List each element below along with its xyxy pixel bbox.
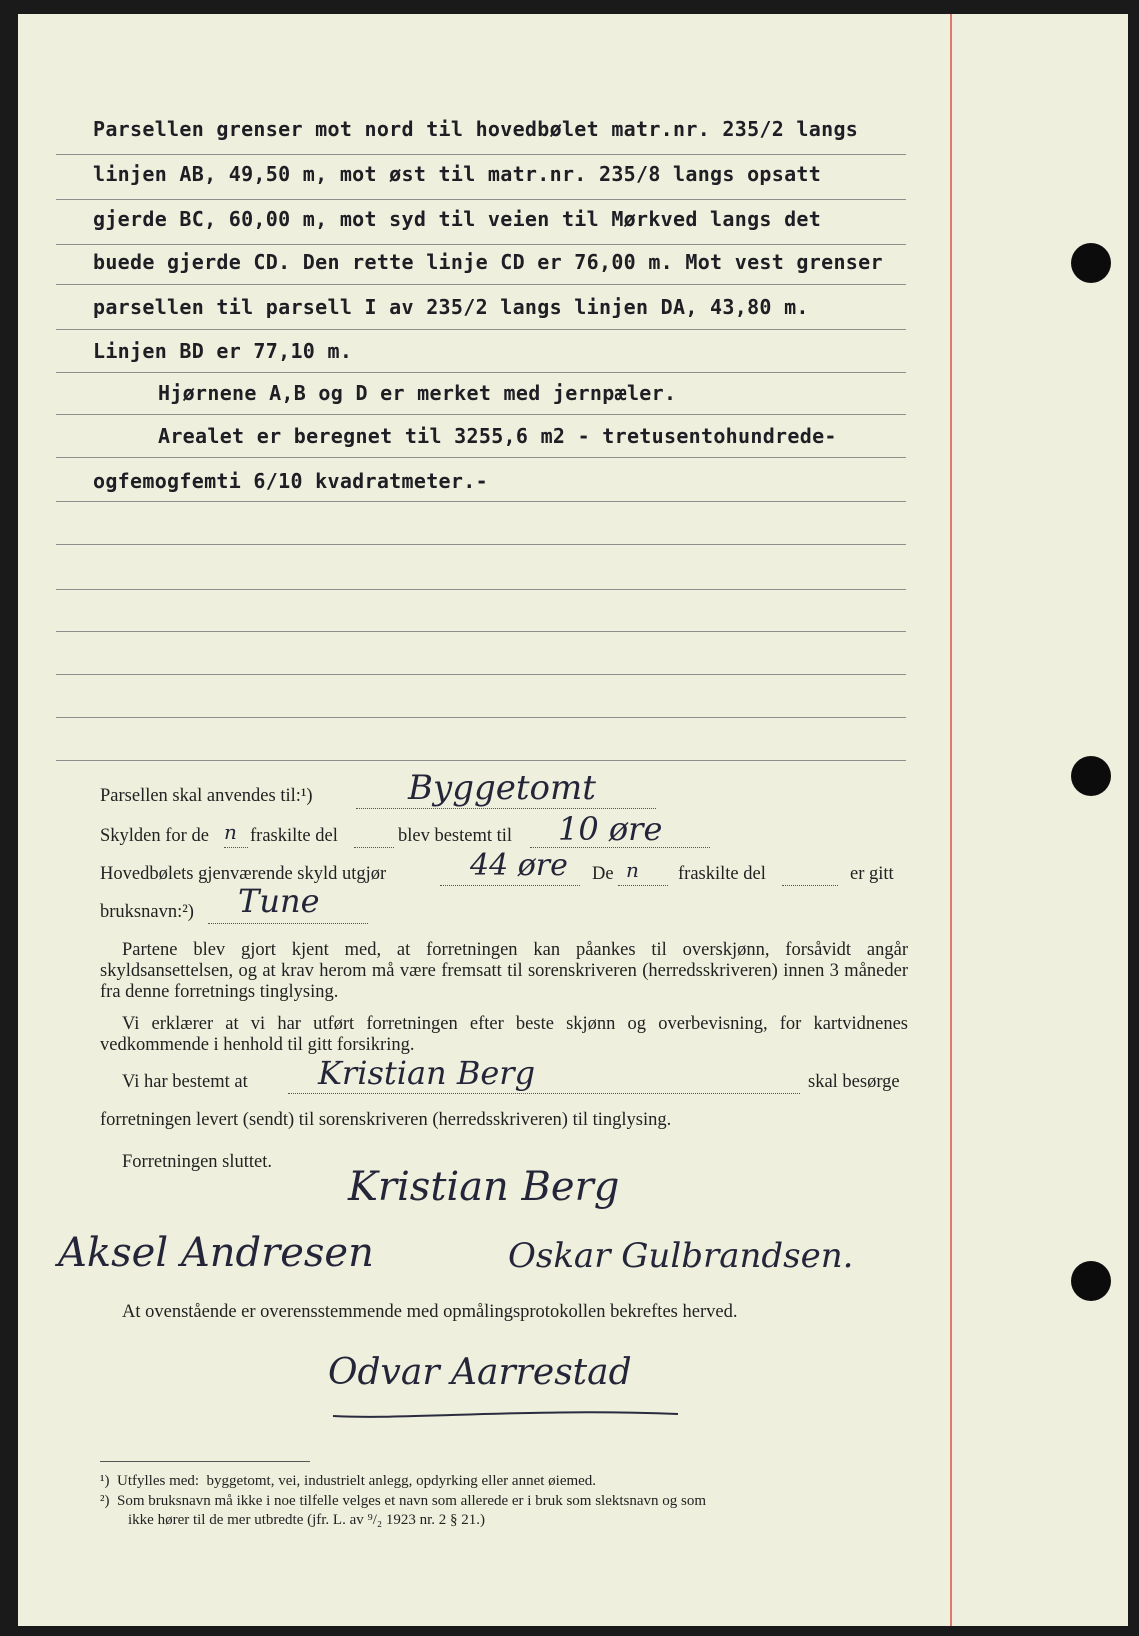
fill-line (354, 846, 394, 848)
footnote-2: ²) Som bruksnavn må ikke i noe tilfelle velges et navn som allerede er i bruk som slektsnavn og som (100, 1493, 707, 1509)
fill-line (618, 884, 668, 886)
signature-kristian-berg: Kristian Berg (348, 1164, 620, 1210)
ruled-line (56, 284, 906, 285)
typed-line-3: gjerde BC, 60,00 m, mot syd til veien til Mørkved langs det (93, 207, 822, 231)
footnote-rule (100, 1461, 310, 1462)
hoved-label-4: er gitt (850, 864, 894, 884)
punch-hole (1071, 243, 1111, 283)
bestemt-label-2: skal besørge (808, 1072, 900, 1092)
paragraph-erklaerer: Vi erklærer at vi har utført forretningen efter beste skjønn og overbevisning, for kartvidnenes vedkommende i henhold til gitt forsikring. (100, 1014, 908, 1055)
ruled-line (56, 501, 906, 502)
ruled-line (56, 674, 906, 675)
fill-line (440, 884, 580, 886)
anvendes-label: Parsellen skal anvendes til:¹) (100, 786, 313, 806)
fill-line (224, 846, 248, 848)
ruled-line (56, 544, 906, 545)
signature-odvar: Odvar Aarrestad (328, 1352, 632, 1393)
skylden-value: 10 øre (558, 810, 663, 848)
bekreftes-line: At ovenstående er overensstemmende med opmålingsprotokollen bekreftes herved. (122, 1302, 738, 1322)
footnote-2-cont: ikke hører til de mer utbredte (jfr. L. av ⁹/₂ 1923 nr. 2 § 21.) (128, 1512, 486, 1528)
bruksnavn-value: Tune (238, 882, 320, 920)
typed-line-7: Hjørnene A,B og D er merket med jernpæler. (158, 381, 677, 405)
typed-line-9: ogfemogfemti 6/10 kvadratmeter.- (93, 469, 488, 493)
fill-line (782, 884, 838, 886)
typed-line-1: Parsellen grenser mot nord til hovedbølet matr.nr. 235/2 langs (93, 117, 859, 141)
typed-line-2: linjen AB, 49,50 m, mot øst til matr.nr. 235/8 langs opsatt (93, 162, 822, 186)
skylden-label-2: fraskilte del (250, 826, 338, 846)
paragraph-paakanke: Partene blev gjort kjent med, at forretningen kan påankes til overskjønn, forsåvidt angår skyldsansettelsen, og at krav herom må være fremsatt til sorenskriveren (herredsskriveren) innen 3 måneder fra denne forretnings tinglysing. (100, 940, 908, 1002)
bestemt-label: Vi har bestemt at (122, 1072, 248, 1092)
typed-line-4: buede gjerde CD. Den rette linje CD er 76,00 m. Mot vest grenser (93, 250, 883, 274)
ruled-line (56, 414, 906, 415)
ruled-line (56, 717, 906, 718)
anvendes-value: Byggetomt (408, 768, 596, 808)
signature-oskar-gulbrandsen: Oskar Gulbrandsen. (508, 1236, 854, 1276)
skylden-label: Skylden for de (100, 826, 209, 846)
ruled-line (56, 154, 906, 155)
punch-hole (1071, 756, 1111, 796)
hoved-label-2: De (592, 864, 614, 884)
ruled-line (56, 457, 906, 458)
signature-underline (328, 1404, 688, 1424)
signature-aksel-andresen: Aksel Andresen (58, 1230, 374, 1276)
typed-line-8: Arealet er beregnet til 3255,6 m2 - tretusentohundrede- (158, 424, 837, 448)
typed-line-5: parsellen til parsell I av 235/2 langs linjen DA, 43,80 m. (93, 295, 809, 319)
ruled-line (56, 199, 906, 200)
hoved-hand: n (626, 858, 639, 882)
footnote-1: ¹) Utfylles med: byggetomt, vei, industrielt anlegg, opdyrking eller annet øiemed. (100, 1473, 597, 1489)
red-margin-line (950, 14, 952, 1626)
ruled-line (56, 372, 906, 373)
hoved-value: 44 øre (470, 848, 568, 883)
ruled-line (56, 760, 906, 761)
punch-hole (1071, 1261, 1111, 1301)
skylden-label-3: blev bestemt til (398, 826, 513, 846)
document-page (18, 14, 1128, 1626)
ruled-line (56, 631, 906, 632)
levert-line: forretningen levert (sendt) til sorenskriveren (herredsskriveren) til tinglysing. (100, 1110, 672, 1130)
fill-line (208, 922, 368, 924)
ruled-line (56, 244, 906, 245)
skylden-hand: n (224, 820, 237, 844)
ruled-line (56, 329, 906, 330)
typed-line-6: Linjen BD er 77,10 m. (93, 339, 353, 363)
sluttet-line: Forretningen sluttet. (122, 1152, 273, 1172)
bestemt-value: Kristian Berg (318, 1054, 536, 1092)
hoved-label: Hovedbølets gjenværende skyld utgjør (100, 864, 387, 884)
ruled-line (56, 589, 906, 590)
hoved-label-3: fraskilte del (678, 864, 766, 884)
bruksnavn-label: bruksnavn:²) (100, 902, 194, 922)
fill-line (288, 1092, 800, 1094)
